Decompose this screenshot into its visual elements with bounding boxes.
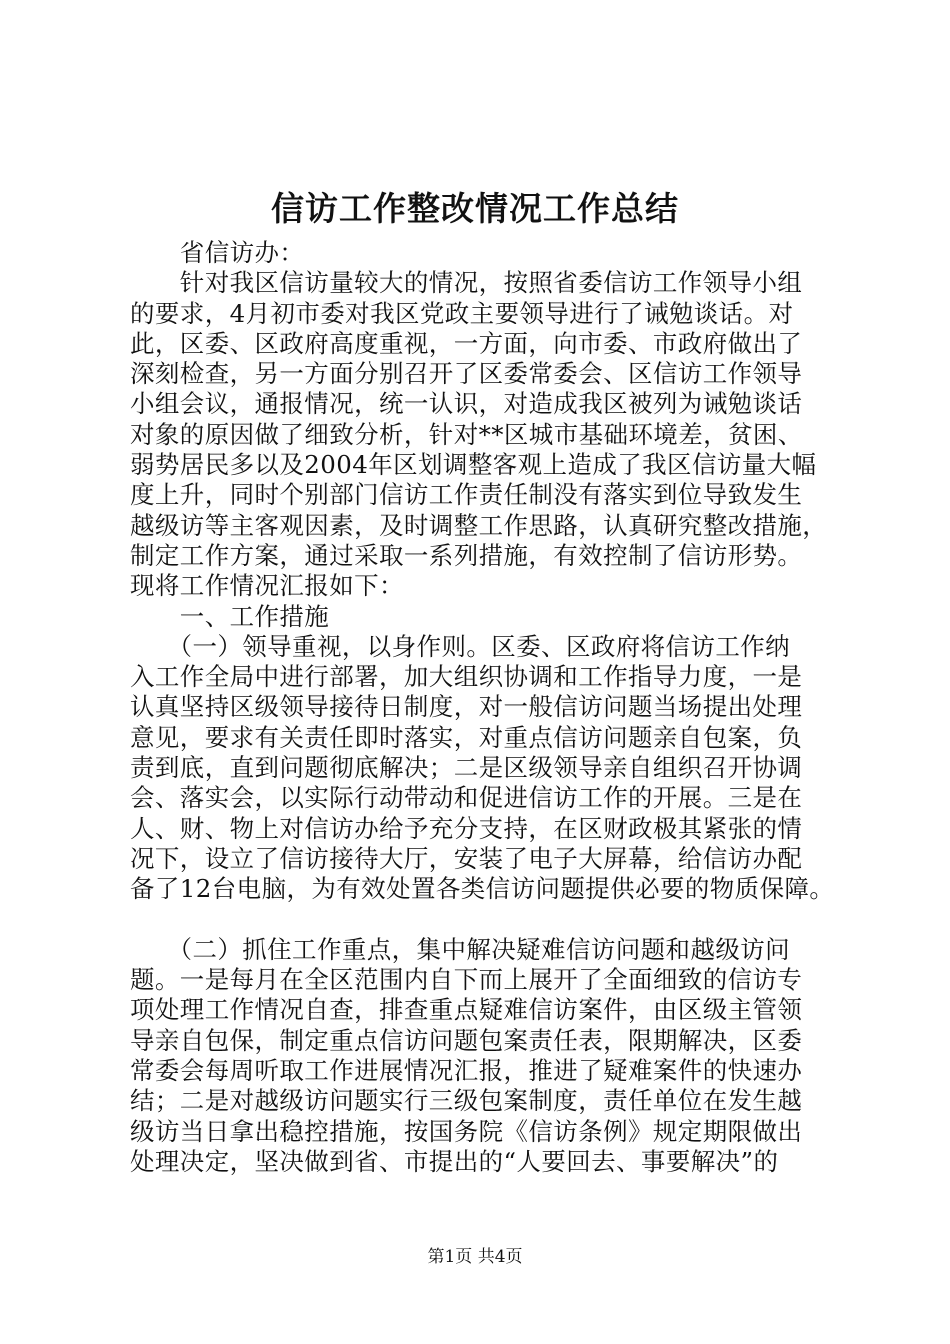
body-text-line: 会、落实会，以实际行动带动和促进信访工作的开展。三是在 <box>130 783 803 813</box>
body-text-line: 导亲自包保，制定重点信访问题包案责任表，限期解决，区委 <box>130 1025 803 1055</box>
body-text-line: 认真坚持区级领导接待日制度，对一般信访问题当场提出处理 <box>130 692 803 722</box>
body-text-line: 一、工作措施 <box>130 601 330 631</box>
body-text-line: 深刻检查，另一方面分别召开了区委常委会、区信访工作领导 <box>130 359 803 389</box>
body-text-line: 制定工作方案，通过采取一系列措施，有效控制了信访形势。 <box>130 540 803 570</box>
body-text-line: 题。一是每月在全区范围内自下而上展开了全面细致的信访专 <box>130 965 803 995</box>
body-text-line: 责到底，直到问题彻底解决；二是区级领导亲自组织召开协调 <box>130 753 803 783</box>
body-text-line: （二）抓住工作重点，集中解决疑难信访问题和越级访问 <box>130 934 791 964</box>
body-text-line: 结；二是对越级访问题实行三级包案制度，责任单位在发生越 <box>130 1086 803 1116</box>
body-text-line: 现将工作情况汇报如下： <box>130 571 404 601</box>
body-text-line: 常委会每周听取工作进展情况汇报，推进了疑难案件的快速办 <box>130 1056 803 1086</box>
document-title: 信访工作整改情况工作总结 <box>271 189 679 228</box>
body-text-line: 入工作全局中进行部署，加大组织协调和工作指导力度，一是 <box>130 662 803 692</box>
body-text-line: 处理决定，坚决做到省、市提出的“人要回去、事要解决”的 <box>130 1146 779 1176</box>
body-text-line: 项处理工作情况自查，排查重点疑难信访案件，由区级主管领 <box>130 995 803 1025</box>
body-text-line: 意见，要求有关责任即时落实，对重点信访问题亲自包案，负 <box>130 722 803 752</box>
page-footer: 第1页 共4页 <box>427 1247 523 1267</box>
body-text-line: 针对我区信访量较大的情况，按照省委信访工作领导小组 <box>130 268 803 298</box>
body-text-line: 此，区委、区政府高度重视，一方面，向市委、市政府做出了 <box>130 328 803 358</box>
paragraph-gap <box>130 905 835 935</box>
document-body <box>130 238 835 1177</box>
body-text-line: 小组会议，通报情况，统一认识，对造成我区被列为诫勉谈话 <box>130 389 803 419</box>
body-text-line: 弱势居民多以及2004年区划调整客观上造成了我区信访量大幅 <box>130 450 817 480</box>
body-text-line: 况下，设立了信访接待大厅，安装了电子大屏幕，给信访办配 <box>130 843 803 873</box>
body-text-line: 级访当日拿出稳控措施，按国务院《信访条例》规定期限做出 <box>130 1116 803 1146</box>
body-text-line: 备了12台电脑，为有效处置各类信访问题提供必要的物质保障。 <box>130 874 835 904</box>
body-text-line: 越级访等主客观因素，及时调整工作思路，认真研究整改措施， <box>130 510 828 540</box>
body-text-line: 省信访办： <box>130 238 305 267</box>
body-text-line: 对象的原因做了细致分析，针对**区城市基础环境差，贫困、 <box>130 419 803 449</box>
body-text-line: （一）领导重视，以身作则。区委、区政府将信访工作纳 <box>130 631 791 661</box>
body-text-line: 的要求，4月初市委对我区党政主要领导进行了诫勉谈话。对 <box>130 298 794 328</box>
body-text-line: 度上升，同时个别部门信访工作责任制没有落实到位导致发生 <box>130 480 803 510</box>
body-text-line: 人、财、物上对信访办给予充分支持，在区财政极其紧张的情 <box>130 813 803 843</box>
